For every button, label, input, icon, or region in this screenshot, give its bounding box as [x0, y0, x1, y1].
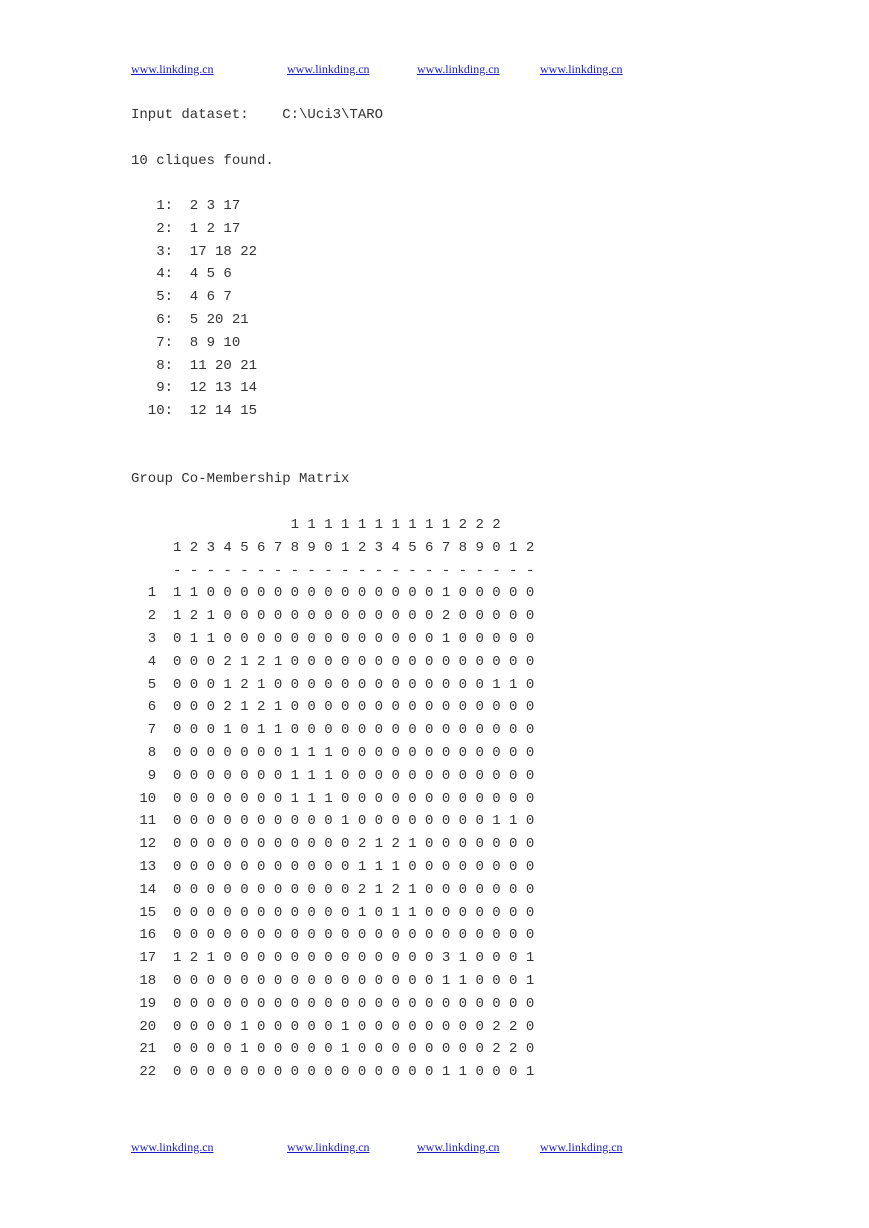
matrix-row: 20 0 0 0 0 1 0 0 0 0 0 1 0 0 0 0 0 0 0 0 2 2 0: [131, 1018, 535, 1035]
clique-item: 5: 4 6 7: [131, 289, 232, 306]
input-dataset-line: Input dataset: C:\Uci3\TARO: [131, 107, 384, 123]
matrix-divider: - - - - - - - - - - - - - - - - - - - - - -: [131, 562, 535, 579]
clique-item: 9: 12 13 14: [131, 380, 258, 397]
cliques-list: [131, 195, 257, 423]
matrix-row: 5 0 0 0 1 2 1 0 0 0 0 0 0 0 0 0 0 0 0 0 1 1 0: [131, 676, 535, 693]
matrix-row: 3 0 1 1 0 0 0 0 0 0 0 0 0 0 0 0 0 1 0 0 0 0 0: [131, 630, 535, 647]
clique-item: 2: 1 2 17: [131, 220, 241, 237]
matrix-row: 21 0 0 0 0 1 0 0 0 0 0 1 0 0 0 0 0 0 0 0 2 2 0: [131, 1041, 535, 1058]
footer-link-2[interactable]: www.linkding.cn: [287, 1140, 370, 1154]
matrix-header-units: 1 2 3 4 5 6 7 8 9 0 1 2 3 4 5 6 7 8 9 0 1 2: [131, 539, 535, 556]
matrix-row: 6 0 0 0 2 1 2 1 0 0 0 0 0 0 0 0 0 0 0 0 0 0 0: [131, 699, 535, 716]
matrix-header-tens: 1 1 1 1 1 1 1 1 1 1 2 2 2: [131, 517, 501, 533]
clique-item: 1: 2 3 17: [131, 198, 241, 214]
matrix-row: 9 0 0 0 0 0 0 0 1 1 1 0 0 0 0 0 0 0 0 0 0 0 0: [131, 767, 535, 784]
matrix-row: 2 1 2 1 0 0 0 0 0 0 0 0 0 0 0 0 0 2 0 0 0 0 0: [131, 608, 535, 625]
matrix-row: 15 0 0 0 0 0 0 0 0 0 0 0 1 0 1 1 0 0 0 0 0 0 0: [131, 904, 535, 921]
matrix-row: 22 0 0 0 0 0 0 0 0 0 0 0 0 0 0 0 0 1 1 0 0 0 1: [131, 1064, 535, 1081]
footer-link-4[interactable]: www.linkding.cn: [540, 1140, 623, 1154]
clique-item: 6: 5 20 21: [131, 311, 249, 328]
matrix-row: 14 0 0 0 0 0 0 0 0 0 0 0 2 1 2 1 0 0 0 0 0 0 0: [131, 881, 535, 898]
matrix-row: 17 1 2 1 0 0 0 0 0 0 0 0 0 0 0 0 0 3 1 0 0 0 1: [131, 950, 535, 967]
clique-item: 10: 12 14 15: [131, 403, 258, 420]
matrix-row: 18 0 0 0 0 0 0 0 0 0 0 0 0 0 0 0 0 1 1 0 0 0 1: [131, 972, 535, 989]
matrix-row: 16 0 0 0 0 0 0 0 0 0 0 0 0 0 0 0 0 0 0 0 0 0 0: [131, 927, 535, 944]
footer-link-1[interactable]: www.linkding.cn: [131, 1140, 214, 1154]
matrix-row: 10 0 0 0 0 0 0 0 1 1 1 0 0 0 0 0 0 0 0 0 0 0 0: [131, 790, 535, 807]
matrix-row: 11 0 0 0 0 0 0 0 0 0 0 1 0 0 0 0 0 0 0 0 1 1 0: [131, 813, 535, 830]
clique-item: 3: 17 18 22: [131, 243, 258, 260]
matrix-title: Group Co-Membership Matrix: [131, 471, 350, 487]
footer-link-3[interactable]: www.linkding.cn: [417, 1140, 500, 1154]
matrix-row: 8 0 0 0 0 0 0 0 1 1 1 0 0 0 0 0 0 0 0 0 0 0 0: [131, 744, 535, 761]
header-link-2[interactable]: www.linkding.cn: [287, 62, 370, 76]
header-link-1[interactable]: www.linkding.cn: [131, 62, 214, 76]
clique-item: 7: 8 9 10: [131, 334, 241, 351]
co-membership-matrix: [131, 514, 534, 1084]
matrix-row: 7 0 0 0 1 0 1 1 0 0 0 0 0 0 0 0 0 0 0 0 0 0 0: [131, 722, 535, 739]
header-link-4[interactable]: www.linkding.cn: [540, 62, 623, 76]
matrix-row: 12 0 0 0 0 0 0 0 0 0 0 0 2 1 2 1 0 0 0 0 0 0 0: [131, 836, 535, 853]
matrix-row: 19 0 0 0 0 0 0 0 0 0 0 0 0 0 0 0 0 0 0 0 0 0 0: [131, 995, 535, 1012]
header-link-3[interactable]: www.linkding.cn: [417, 62, 500, 76]
clique-item: 4: 4 5 6: [131, 266, 232, 283]
clique-item: 8: 11 20 21: [131, 357, 258, 374]
matrix-row: 13 0 0 0 0 0 0 0 0 0 0 0 1 1 1 0 0 0 0 0 0 0 0: [131, 858, 535, 875]
cliques-found-line: 10 cliques found.: [131, 153, 274, 169]
matrix-row: 4 0 0 0 2 1 2 1 0 0 0 0 0 0 0 0 0 0 0 0 0 0 0: [131, 653, 535, 670]
matrix-row: 1 1 1 0 0 0 0 0 0 0 0 0 0 0 0 0 0 1 0 0 0 0 0: [131, 585, 535, 602]
